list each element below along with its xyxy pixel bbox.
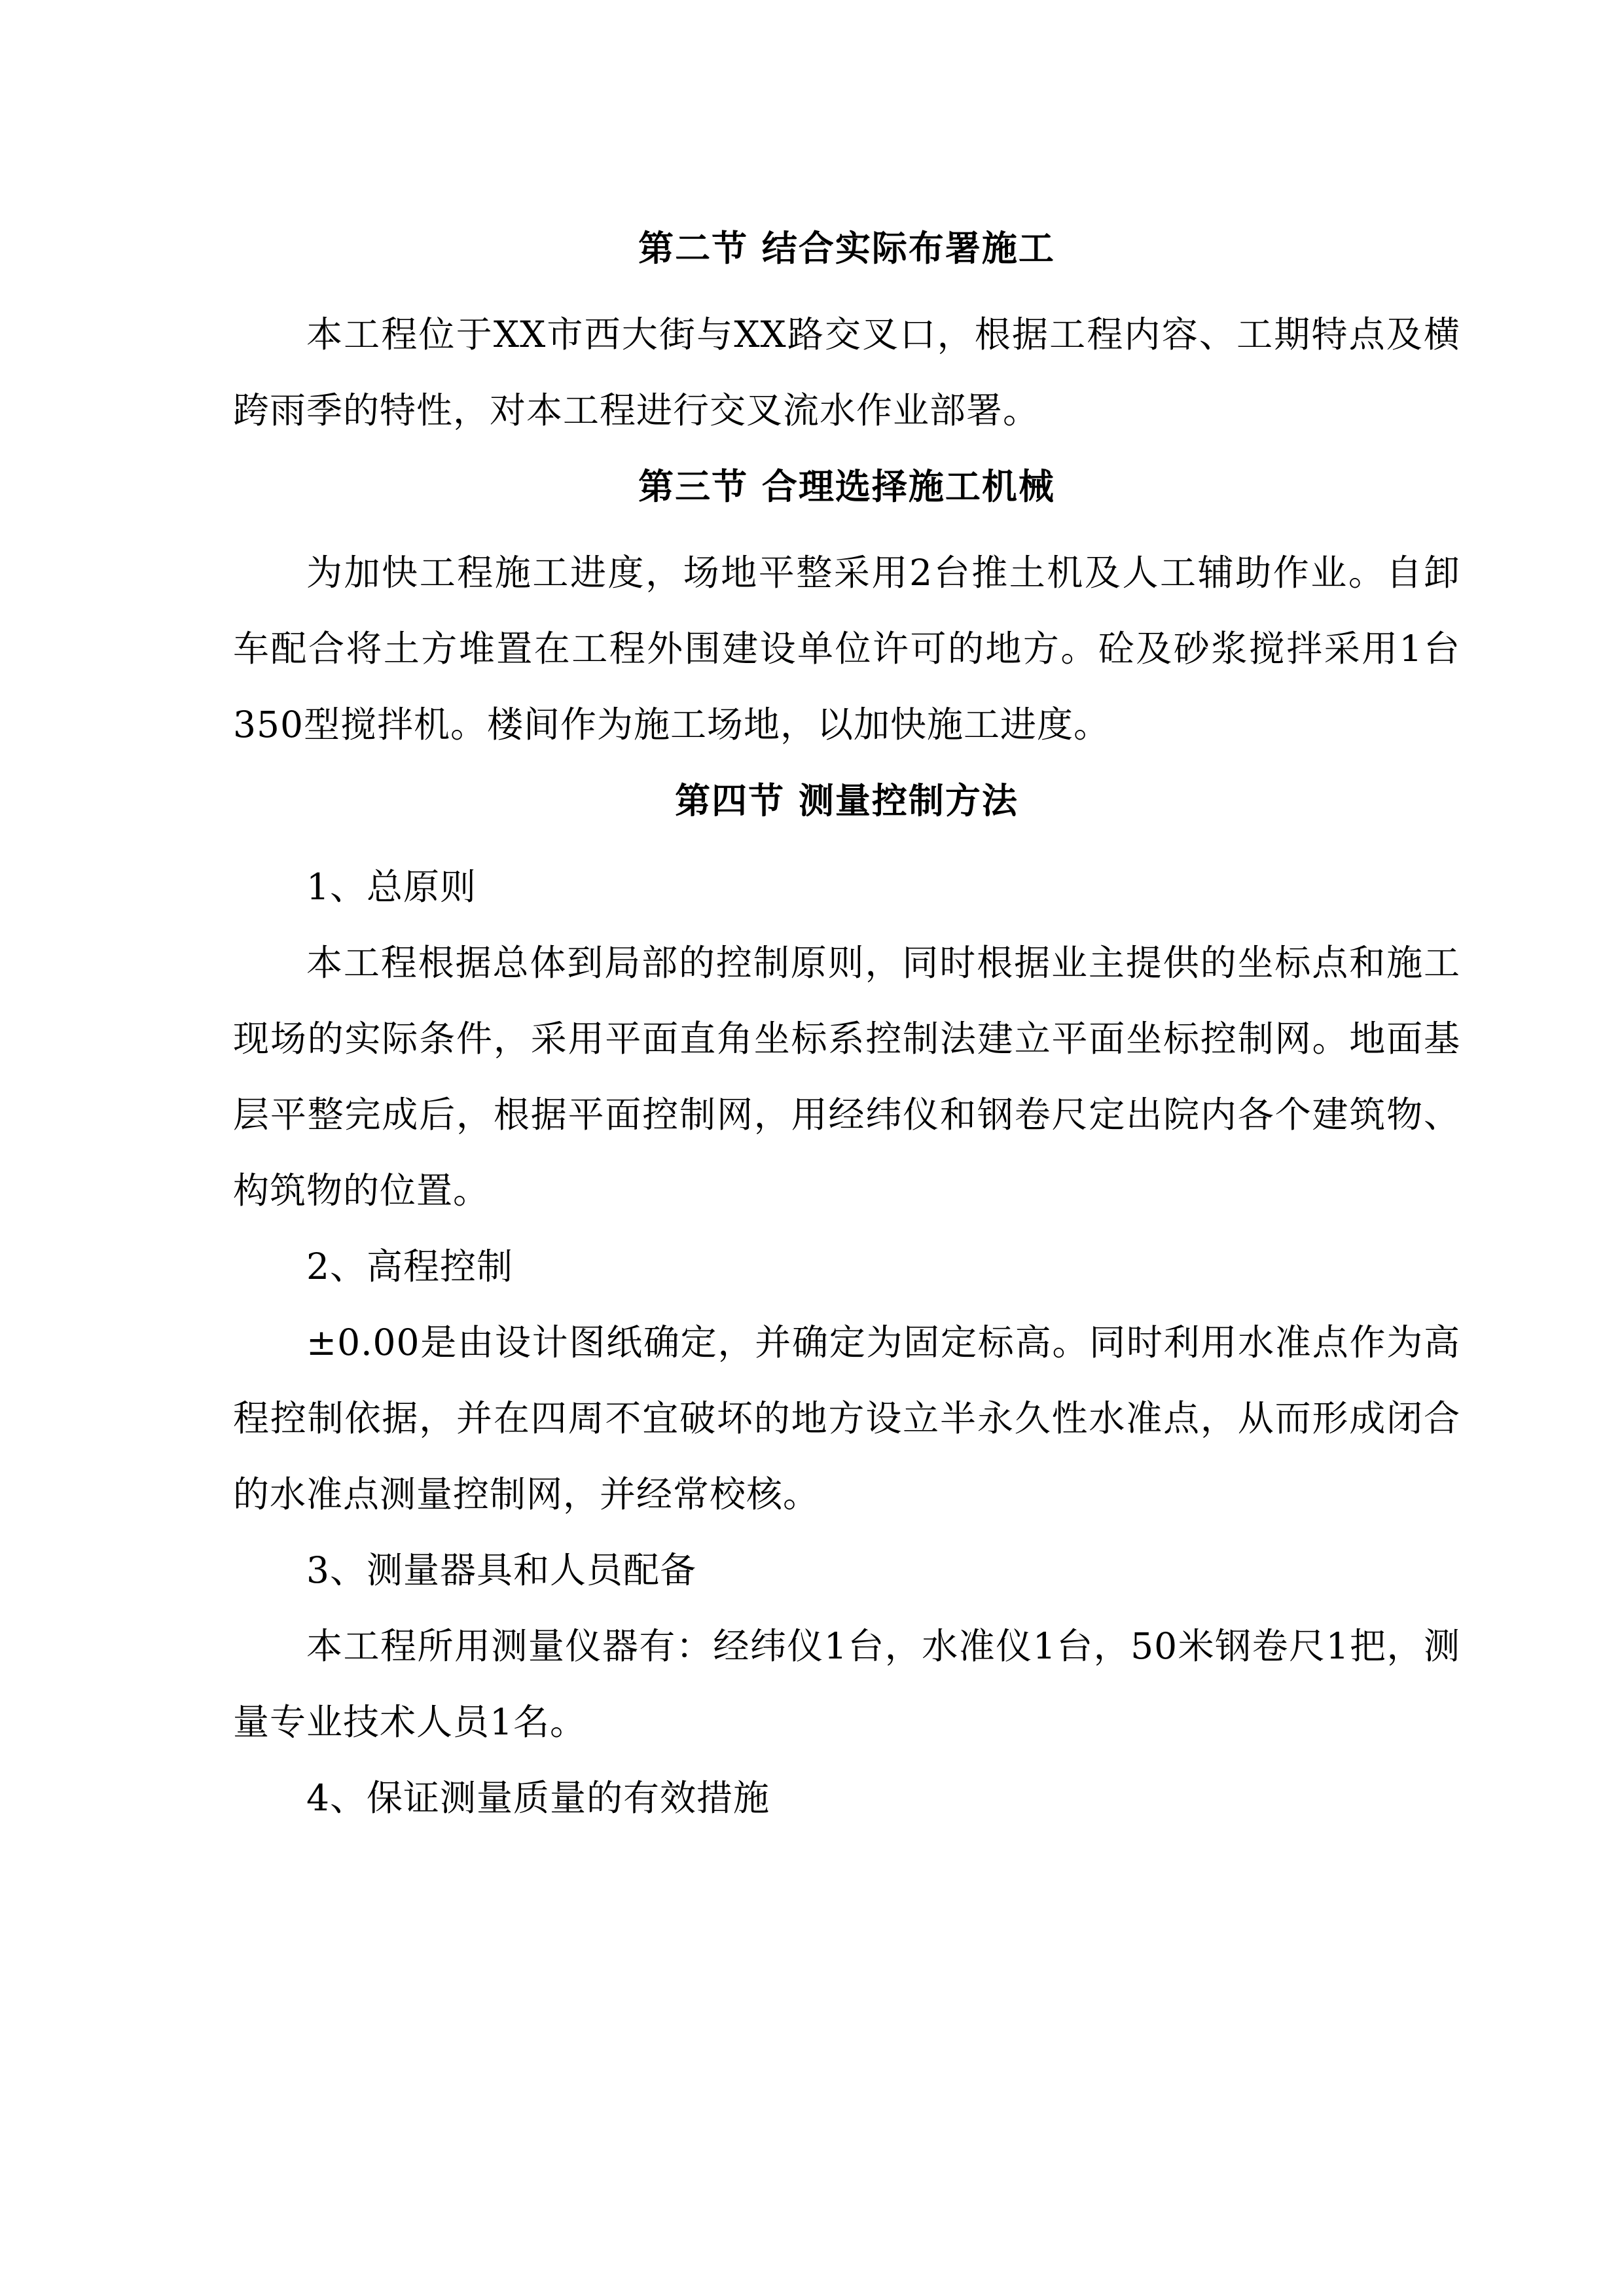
document-body <box>233 226 1460 1836</box>
paragraph: 本工程所用测量仪器有：经纬仪1台，水准仪1台，50米钢卷尺1把，测量专业技术人员1名。 <box>233 1625 1460 1743</box>
item-title: 4、保证测量质量的有效措施 <box>306 1777 770 1819</box>
paragraph: ±0.00是由设计图纸确定，并确定为固定标高。同时利用水准点作为高程控制依据，并在四周不宜破坏的地方设立半永久性水准点，从而形成闭合的水准点测量控制网，并经常校核。 <box>233 1321 1460 1515</box>
paragraph: 本工程根据总体到局部的控制原则，同时根据业主提供的坐标点和施工现场的实际条件，采用平面直角坐标系控制法建立平面坐标控制网。地面基层平整完成后，根据平面控制网，用经纬仪和钢卷尺定出院内各个建筑物、构筑物的位置。 <box>233 942 1460 1211</box>
section-2 <box>233 226 1460 448</box>
item-title: 3、测量器具和人员配备 <box>306 1549 696 1591</box>
paragraph: 本工程位于XX市西大街与XX路交叉口，根据工程内容、工期特点及横跨雨季的特性，对本工程进行交叉流水作业部署。 <box>233 314 1460 431</box>
section-heading: 第二节 结合实际布署施工 <box>638 228 1055 269</box>
paragraph: 为加快工程施工进度，场地平整采用2台推土机及人工辅助作业。自卸车配合将土方堆置在工程外围建设单位许可的地方。砼及砂浆搅拌采用1台350型搅拌机。楼间作为施工场地，以加快施工进度。 <box>233 552 1460 745</box>
item-title: 1、总原则 <box>306 866 477 908</box>
section-heading: 第四节 测量控制方法 <box>675 780 1019 821</box>
section-3 <box>233 464 1460 762</box>
section-heading: 第三节 合理选择施工机械 <box>638 466 1055 507</box>
section-4 <box>233 778 1460 1836</box>
item-title: 2、高程控制 <box>306 1246 513 1287</box>
